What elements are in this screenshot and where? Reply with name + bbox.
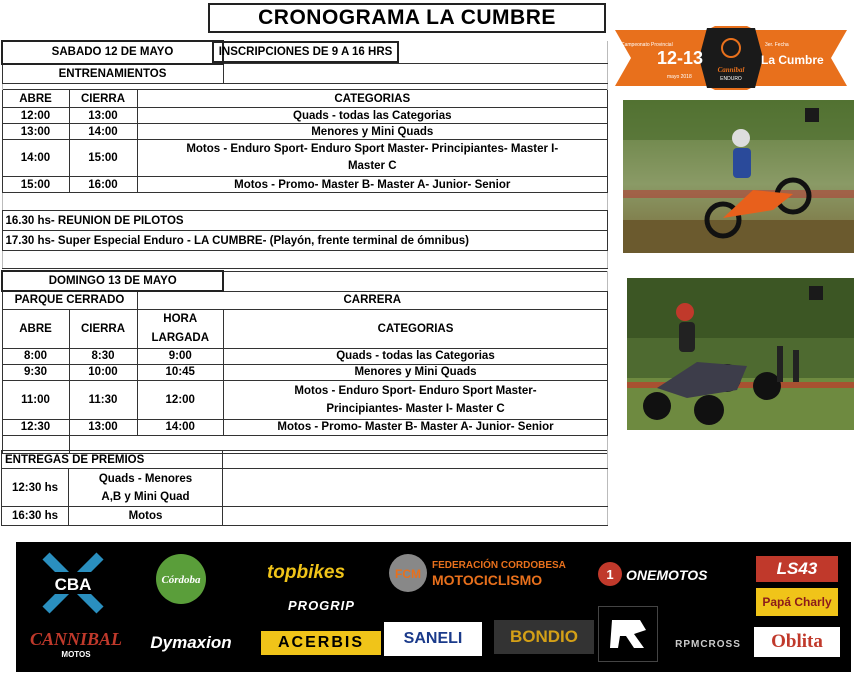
saturday-schedule: [1, 40, 608, 269]
sunday-day: DOMINGO 13 DE MAYO: [2, 271, 223, 291]
col-close: CIERRA: [69, 309, 137, 348]
banner-brand: Cannibal: [717, 66, 745, 74]
close-time: 8:30: [69, 348, 137, 364]
close-time: 16:00: [69, 177, 137, 193]
bondio-logo: BONDIO: [494, 620, 594, 654]
svg-text:Campeonato Provincial: Campeonato Provincial: [621, 42, 673, 48]
super-special: 17.30 hs- Super Especial Enduro - LA CUMBRE- (Playón, frente terminal de ómnibus): [2, 231, 608, 251]
cannibal-logo: CANNIBAL MOTOS: [29, 629, 123, 659]
oblita-logo: Oblita: [754, 627, 840, 657]
page-title: CRONOGRAMA LA CUMBRE: [208, 3, 606, 33]
award-category: Quads - Menores A,B y Mini Quad: [69, 469, 223, 507]
sunday-schedule: [1, 270, 608, 454]
table-row: [2, 124, 608, 140]
open-time: 12:00: [2, 108, 69, 124]
dymaxion-logo: Dymaxion: [150, 633, 232, 652]
ls43-logo: LS43: [756, 556, 838, 582]
close-time: 15:00: [69, 140, 137, 177]
table-row: [2, 469, 608, 507]
open-time: 8:00: [2, 348, 69, 364]
col-close: CIERRA: [69, 90, 137, 108]
topbikes-logo: topbikes: [266, 562, 346, 583]
awards-schedule: [1, 450, 608, 526]
category: Menores y Mini Quads: [223, 364, 607, 380]
close-time: 11:30: [69, 380, 137, 419]
start-time: 10:45: [137, 364, 223, 380]
motocross-photo: [623, 100, 854, 253]
svg-text:1: 1: [606, 567, 614, 582]
open-time: 15:00: [2, 177, 69, 193]
banner-sub: ENDURO: [720, 76, 742, 82]
table-row: [2, 177, 608, 193]
pilots-meeting: 16.30 hs- REUNION DE PILOTOS: [2, 211, 608, 231]
award-time: 12:30 hs: [2, 469, 69, 507]
fcm-logo: [386, 552, 591, 594]
category: Motos - Promo- Master B- Master A- Junior- Senior: [137, 177, 608, 193]
open-time: 13:00: [2, 124, 69, 140]
parc-ferme-label: PARQUE CERRADO: [2, 291, 137, 309]
awards-title: ENTREGAS DE PREMIOS: [2, 451, 223, 469]
acerbis-logo: ACERBIS: [261, 631, 381, 655]
svg-text:FEDERACIÓN CORDOBESA: FEDERACIÓN CORDOBESA: [432, 560, 566, 571]
award-category: Motos: [69, 507, 223, 526]
close-time: 13:00: [69, 108, 137, 124]
cordoba-logo: [151, 552, 211, 606]
award-time: 16:30 hs: [2, 507, 69, 526]
col-open: ABRE: [2, 309, 69, 348]
table-row: [2, 380, 608, 419]
start-time: 9:00: [137, 348, 223, 364]
category: Quads - todas las Categorias: [137, 108, 608, 124]
progrip-logo: PROGRIP: [288, 597, 355, 613]
banner-round: 3er. Fecha: [765, 42, 789, 48]
saturday-day: SABADO 12 DE MAYO: [2, 41, 223, 64]
table-row: [2, 364, 608, 380]
table-row: [2, 507, 608, 526]
table-row: [2, 348, 608, 364]
open-time: 11:00: [2, 380, 69, 419]
close-time: 13:00: [69, 419, 137, 435]
race-label: CARRERA: [137, 291, 608, 309]
svg-text:ONEMOTOS: ONEMOTOS: [626, 567, 708, 583]
table-row: [2, 108, 608, 124]
banner-place: La Cumbre: [761, 53, 824, 67]
col-start-time: HORA LARGADA: [137, 309, 223, 348]
onemotos-logo: [596, 558, 724, 590]
category: Motos - Promo- Master B- Master A- Junior- Senior: [223, 419, 607, 435]
category: Menores y Mini Quads: [137, 124, 608, 140]
close-time: 14:00: [69, 124, 137, 140]
sponsors-bar: [16, 542, 851, 672]
svg-text:MOTOCICLISMO: MOTOCICLISMO: [432, 572, 543, 588]
papa-charly-logo: Papá Charly: [756, 588, 838, 616]
rpmcross-logo: RPMCROSS: [675, 638, 741, 650]
col-open: ABRE: [2, 90, 69, 108]
svg-text:FCM: FCM: [395, 567, 421, 581]
quad-photo: [627, 278, 854, 430]
category: Quads - todas las Categorias: [223, 348, 607, 364]
banner-month: mayo 2018: [667, 74, 692, 80]
start-time: 14:00: [137, 419, 223, 435]
open-time: 12:30: [2, 419, 69, 435]
cba-logo: [38, 550, 108, 616]
col-categories: CATEGORIAS: [223, 309, 607, 348]
close-time: 10:00: [69, 364, 137, 380]
saneli-logo: SANELI: [384, 622, 482, 656]
svg-text:Córdoba: Córdoba: [161, 574, 201, 586]
trainings-label: ENTRENAMIENTOS: [2, 64, 223, 84]
category: Motos - Enduro Sport- Enduro Sport Master- Principiantes- Master I- Master C: [223, 380, 607, 419]
svg-text:CBA: CBA: [54, 575, 92, 594]
event-banner: [615, 26, 847, 90]
col-categories: CATEGORIAS: [137, 90, 608, 108]
r-logo-icon: [598, 606, 658, 662]
table-row: [2, 140, 608, 177]
open-time: 14:00: [2, 140, 69, 177]
open-time: 9:30: [2, 364, 69, 380]
start-time: 12:00: [137, 380, 223, 419]
inscriptions-label: INSCRIPCIONES DE 9 A 16 HRS: [212, 41, 400, 63]
banner-dates: 12-13: [657, 48, 704, 68]
category: Motos - Enduro Sport- Enduro Sport Master- Principiantes- Master I- Master C: [137, 140, 608, 177]
table-row: [2, 419, 608, 435]
